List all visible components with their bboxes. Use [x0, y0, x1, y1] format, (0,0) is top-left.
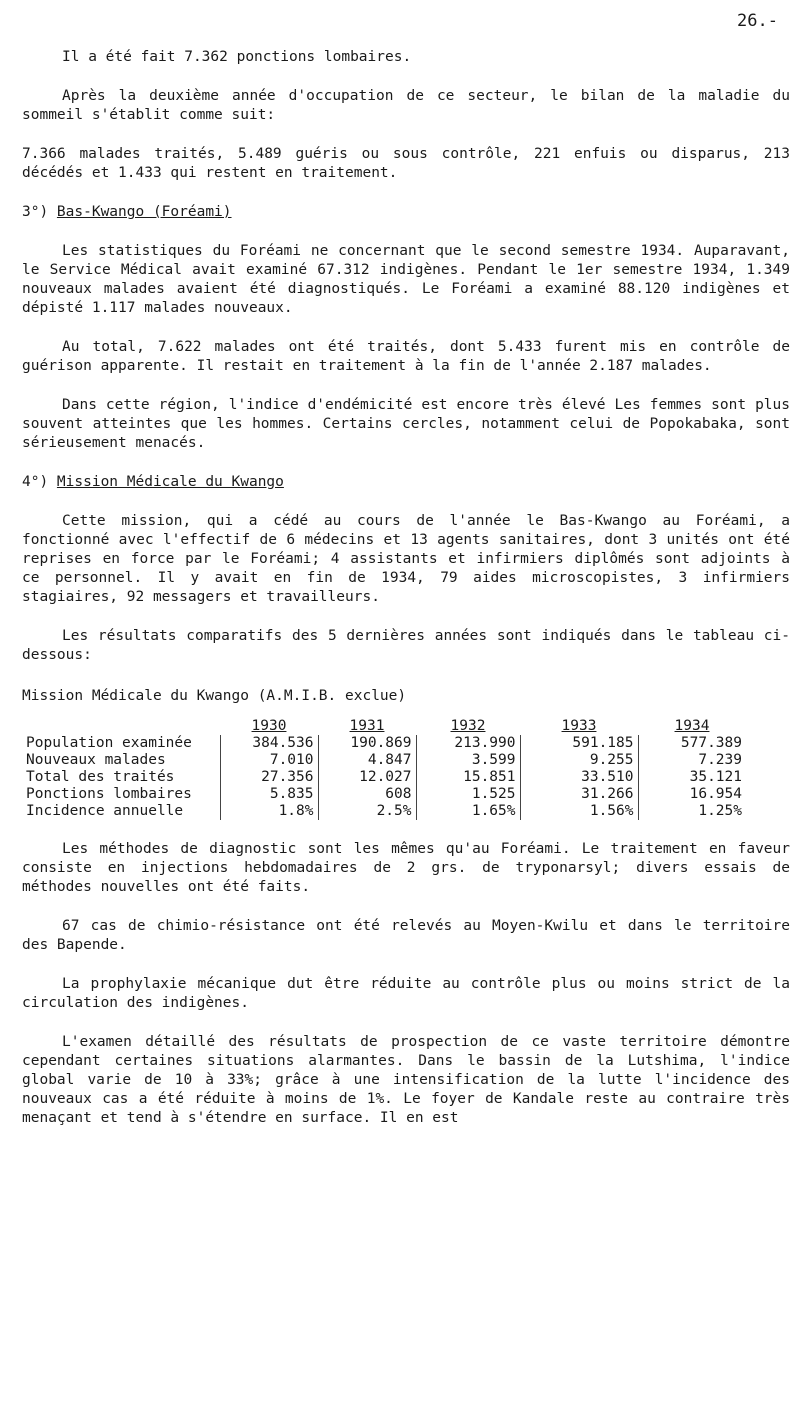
- row-label: Ponctions lombaires: [22, 786, 220, 803]
- table-cell: 7.010: [220, 752, 318, 769]
- table-cell: 1.25%: [698, 803, 742, 819]
- table-header-year: 1930: [251, 718, 287, 734]
- table-header-year: 1932: [450, 718, 486, 734]
- table-cell: 1.525: [416, 786, 520, 803]
- table-cell: 31.266: [520, 786, 638, 803]
- table-row: [22, 803, 746, 820]
- table-cell: 27.356: [220, 769, 318, 786]
- section-number: 4°): [22, 474, 57, 490]
- table-cell: 9.255: [520, 752, 638, 769]
- paragraph-resultats-intro: Les résultats comparatifs des 5 dernières années sont indiqués dans le tableau ci-dessous:: [22, 628, 790, 663]
- table-cell: 1.65%: [416, 803, 520, 820]
- table-header-year: 1931: [349, 718, 385, 734]
- table-cell: 213.990: [416, 735, 520, 752]
- paragraph-mission-effectif: Cette mission, qui a cédé au cours de l'année le Bas-Kwango au Foréami, a fonctionné avec l'effectif de 6 médecins et 13 agents sanitaires, dont 3 unités ont été reprises en force par le Foréami; 4 assistants et infirmiers diplômés sont adjoints à ce personnel. Il y avait en fin de 1934, 79 aides microscopistes, 3 infirmiers stagiaires, 92 messagers et travailleurs.: [22, 513, 790, 605]
- table-header-row: [22, 718, 746, 735]
- paragraph-prophylaxie: La prophylaxie mécanique dut être réduite au contrôle plus ou moins strict de la circulation des indigènes.: [22, 976, 790, 1011]
- paragraph-bilan-intro: Après la deuxième année d'occupation de ce secteur, le bilan de la maladie du sommeil s'établit comme suit:: [22, 88, 790, 123]
- paragraph-chimio-resistance: 67 cas de chimio-résistance ont été relevés au Moyen-Kwilu et dans le territoire des Bapende.: [22, 918, 790, 953]
- table-cell: 190.869: [318, 735, 416, 752]
- table-row: [22, 735, 746, 752]
- section-heading-mission-kwango: [22, 473, 790, 492]
- table-header-year: 1933: [561, 718, 597, 734]
- section-title: Bas-Kwango (Foréami): [56, 204, 232, 220]
- table-cell: 5.835: [220, 786, 318, 803]
- table-cell: 4.847: [318, 752, 416, 769]
- table-cell: 2.5%: [318, 803, 416, 820]
- paragraph-total-traites: Au total, 7.622 malades ont été traités, dont 5.433 furent mis en contrôle de guérison apparente. Il restait en traitement à la fin de l'année 2.187 malades.: [22, 339, 790, 374]
- table-cell: 35.121: [689, 769, 742, 785]
- results-table: [22, 718, 746, 820]
- paragraph-bilan-figures: 7.366 malades traités, 5.489 guéris ou sous contrôle, 221 enfuis ou disparus, 213 décédés et 1.433 qui restent en traitement.: [22, 146, 790, 181]
- row-label: Population examinée: [22, 735, 220, 752]
- paragraph-methodes: Les méthodes de diagnostic sont les mêmes qu'au Foréami. Le traitement en faveur consiste en injections hebdomadaires de 2 grs. de tryponarsyl; divers essais de méthodes nouvelles ont été faits.: [22, 841, 790, 895]
- paragraph-statistiques-foreami: Les statistiques du Foréami ne concernant que le second semestre 1934. Auparavant, le Service Médical avait examiné 67.312 indigènes. Pendant le 1er semestre 1934, 1.349 nouveaux malades avaient été diagnostiqués. Le Foréami a examiné 88.120 indigènes et dépisté 1.117 malades nouveaux.: [22, 243, 790, 316]
- table-cell: 608: [318, 786, 416, 803]
- table-cell: 591.185: [520, 735, 638, 752]
- table-cell: 33.510: [520, 769, 638, 786]
- table-cell: 15.851: [416, 769, 520, 786]
- table-cell: 384.536: [220, 735, 318, 752]
- table-title: Mission Médicale du Kwango (A.M.I.B. exclue): [22, 688, 407, 704]
- table-cell: 577.389: [680, 735, 742, 751]
- table-header-year: 1934: [674, 718, 710, 734]
- section-number: 3°): [22, 204, 57, 220]
- document-body: [22, 48, 790, 1128]
- table-row: [22, 769, 746, 786]
- table-header-blank: [22, 718, 220, 735]
- paragraph-endemicite: Dans cette région, l'indice d'endémicité est encore très élevé Les femmes sont plus souvent atteintes que les hommes. Certains cercles, notamment celui de Popokabaka, sont sérieusement menacés.: [22, 397, 790, 451]
- paragraph-examen-detaille: L'examen détaillé des résultats de prospection de ce vaste territoire démontre cependant certaines situations alarmantes. Dans le bassin de la Lutshima, l'indice global varie de 10 à 33%; grâce à une intensification de la lutte l'incidence des nouveaux cas a été réduite à moins de 1%. Le foyer de Kandale reste au contraire très menaçant et tend à s'étendre en surface. Il en est: [22, 1034, 790, 1126]
- section-title: Mission Médicale du Kwango: [56, 474, 284, 490]
- table-cell: 1.8%: [220, 803, 318, 820]
- row-label: Nouveaux malades: [22, 752, 220, 769]
- table-cell: 12.027: [318, 769, 416, 786]
- page-number: 26.-: [737, 11, 778, 31]
- table-cell: 16.954: [689, 786, 742, 802]
- paragraph-ponctions: Il a été fait 7.362 ponctions lombaires.: [62, 49, 412, 65]
- table-row: [22, 786, 746, 803]
- table-cell: 1.56%: [520, 803, 638, 820]
- section-heading-bas-kwango: [22, 203, 790, 222]
- table-row: [22, 752, 746, 769]
- row-label: Incidence annuelle: [22, 803, 220, 820]
- table-cell: 7.239: [698, 752, 742, 768]
- table-cell: 3.599: [416, 752, 520, 769]
- row-label: Total des traités: [22, 769, 220, 786]
